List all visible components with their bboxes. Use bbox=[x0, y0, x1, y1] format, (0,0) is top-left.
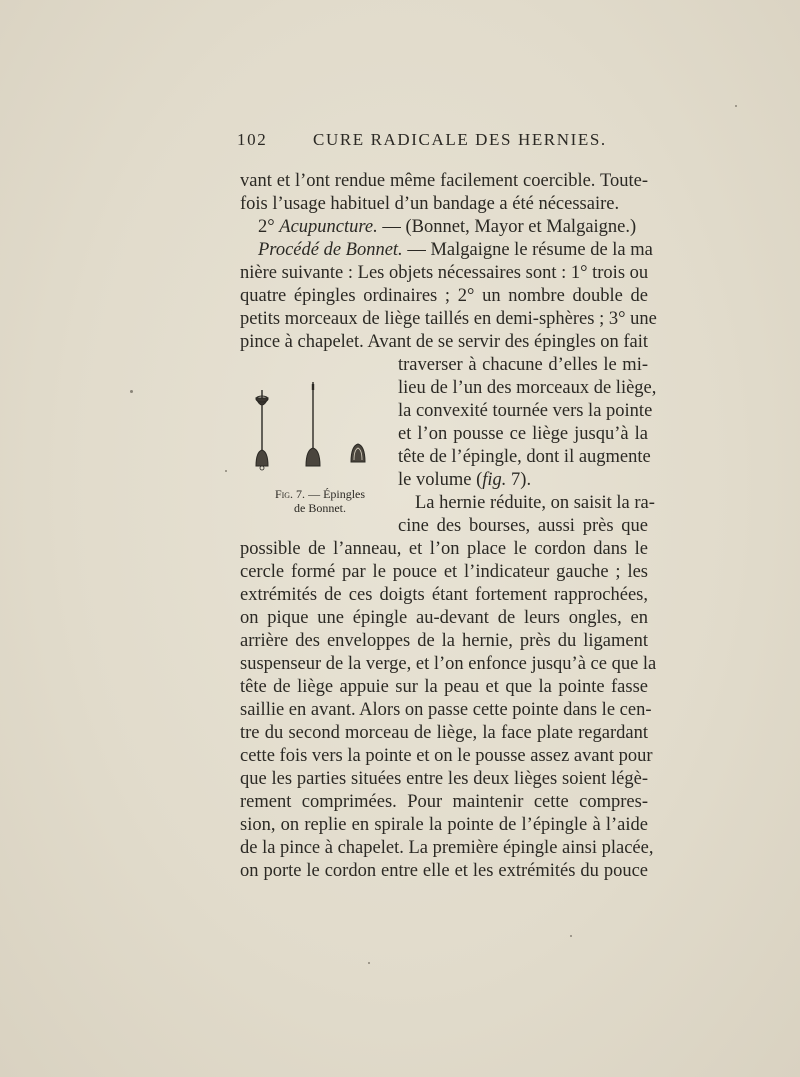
text-line: tre du second morceau de liège, la face plate regardant bbox=[240, 723, 648, 743]
text-line: tête de liège appuie sur la peau et que la pointe fasse bbox=[240, 677, 648, 697]
paper-speck bbox=[368, 962, 370, 964]
text-line: quatre épingles ordinaires ; 2° un nombre double de bbox=[240, 286, 648, 306]
text-line: La hernie réduite, on saisit la ra- bbox=[415, 493, 655, 513]
text-line: de la pince à chapelet. La première épingle ainsi placée, bbox=[240, 838, 654, 858]
figure-caption-line2: de Bonnet. bbox=[294, 501, 346, 515]
text-line-figure-ref: le volume (fig. 7). bbox=[398, 470, 532, 490]
paper-speck bbox=[570, 935, 572, 937]
text-line: tête de l’épingle, dont il augmente bbox=[398, 447, 651, 467]
text-line: sion, on replie en spirale la pointe de l’épingle à l’aide bbox=[240, 815, 648, 835]
text-line: traverser à chacune d’elles le mi- bbox=[398, 355, 648, 375]
paper-speck bbox=[225, 470, 227, 472]
text-line: petits morceaux de liège taillés en demi-sphères ; 3° une bbox=[240, 309, 657, 329]
cork-half-sphere-illustration bbox=[351, 444, 365, 462]
straight-pin-illustration bbox=[306, 382, 320, 466]
text-line: lieu de l’un des morceaux de liège, bbox=[398, 378, 657, 398]
text-line: cette fois vers la pointe et on le pousse assez avant pour bbox=[240, 746, 653, 766]
text-line: suspenseur de la verge, et l’on enfonce jusqu’à ce que la bbox=[240, 654, 657, 674]
procedure-title: Procédé de Bonnet. bbox=[258, 240, 403, 260]
running-title: CURE RADICALE DES HERNIES. bbox=[313, 130, 607, 149]
text-line: et l’on pousse ce liège jusqu’à la bbox=[398, 424, 648, 444]
text-line: cine des bourses, aussi près que bbox=[398, 516, 648, 536]
text-line: rement comprimées. Pour maintenir cette compres- bbox=[240, 792, 648, 812]
figure-caption-title: — Épingles bbox=[305, 487, 366, 501]
section-attribution: — (Bonnet, Mayor et Malgaigne.) bbox=[377, 217, 637, 237]
section-number: 2° bbox=[258, 217, 275, 237]
text-line: que les parties situées entre les deux lièges soient légè- bbox=[240, 769, 648, 789]
text-line: on pique une épingle au-devant de leurs ongles, en bbox=[240, 608, 648, 628]
figure-caption-label: Fig. 7. bbox=[274, 487, 306, 501]
text-line: on porte le cordon entre elle et les extrémités du pouce bbox=[240, 861, 648, 881]
text-line: pince à chapelet. Avant de se servir des épingles on fait bbox=[240, 332, 649, 352]
section-title: Acupuncture. bbox=[279, 217, 378, 237]
text-line: extrémités de ces doigts étant fortement rapprochées, bbox=[240, 585, 648, 605]
text-line: vant et l’ont rendue même facilement coercible. Toute- bbox=[240, 171, 648, 191]
paper-speck bbox=[735, 105, 737, 107]
text-line: nière suivante : Les objets nécessaires sont : 1° trois ou bbox=[240, 263, 649, 283]
page-number: 102 bbox=[237, 130, 268, 149]
text-line: cercle formé par le pouce et l’indicateur gauche ; les bbox=[240, 562, 648, 582]
text-line: arrière des enveloppes de la hernie, près du ligament bbox=[240, 631, 648, 651]
text-line: saillie en avant. Alors on passe cette pointe dans le cen- bbox=[240, 700, 652, 720]
pin-with-top-cork-illustration bbox=[256, 390, 268, 470]
paper-speck bbox=[130, 390, 133, 393]
procedure-intro: — Malgaigne le résume de la ma bbox=[402, 240, 653, 260]
text-line: la convexité tournée vers la pointe bbox=[398, 401, 653, 421]
figure-bonnet-pins bbox=[240, 372, 390, 482]
text-line: possible de l’anneau, et l’on place le cordon dans le bbox=[240, 539, 648, 559]
section-heading-acupuncture bbox=[258, 216, 636, 239]
procedure-heading bbox=[258, 239, 653, 262]
figure-reference: fig. bbox=[482, 470, 507, 490]
text-line: fois l’usage habituel d’un bandage a été nécessaire. bbox=[240, 194, 620, 214]
figure-caption bbox=[255, 487, 385, 515]
page-header bbox=[237, 130, 657, 158]
